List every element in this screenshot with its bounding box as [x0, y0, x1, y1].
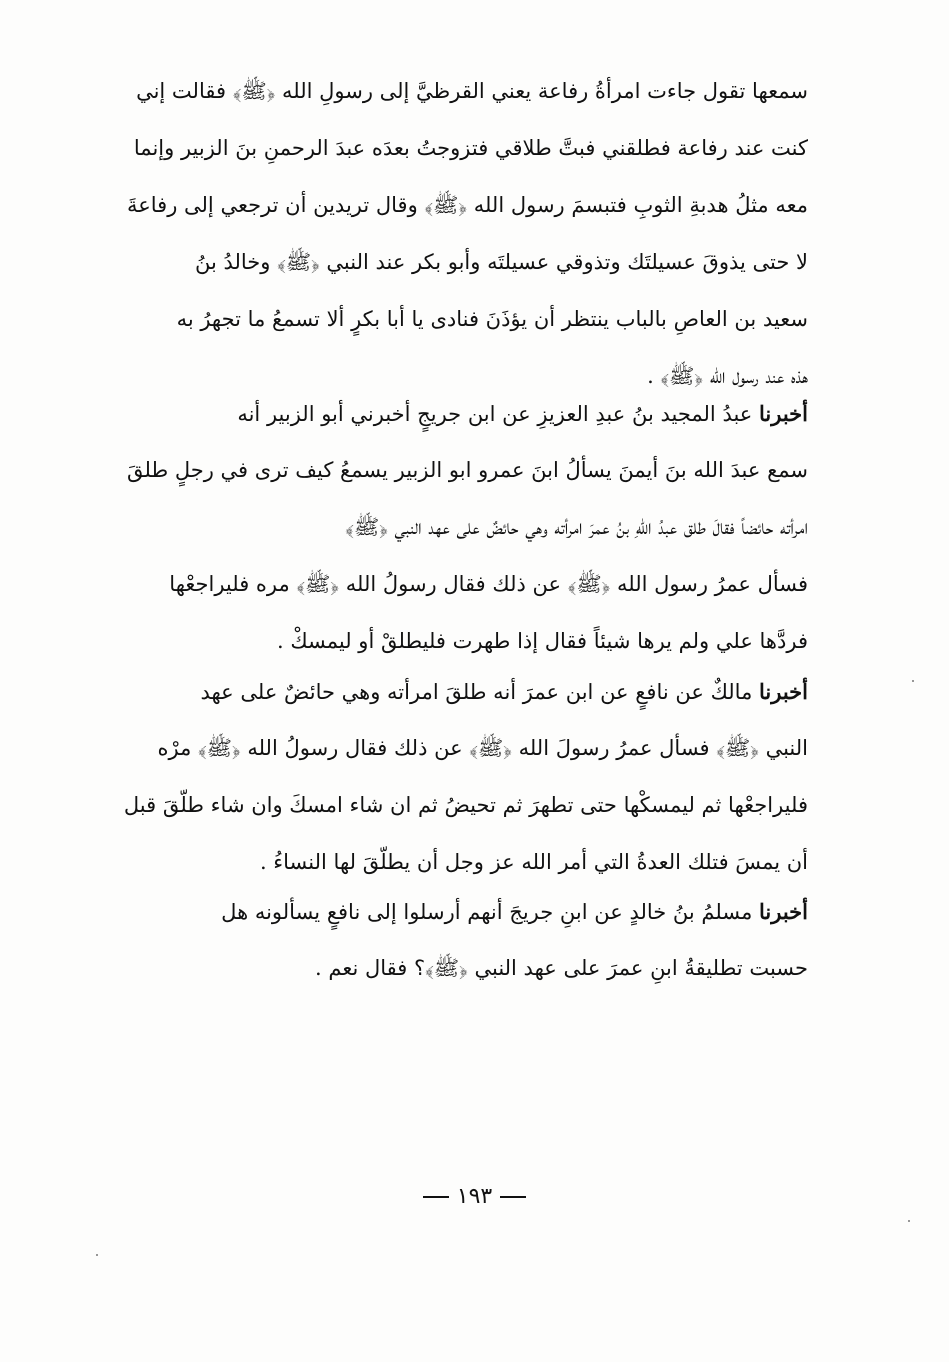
- text-line: امرأته حائضاً فقالَ طلق عبدُ اللهِ بنُ عمرَ امرأته وهي حائضٌ على عهد النبي ﴿ﷺ﴾: [345, 515, 808, 539]
- text-line: [118, 385, 808, 442]
- text-line: فسأل عمرُ رسول الله ﴿ﷺ﴾ عن ذلك فقال رسولُ الله ﴿ﷺ﴾ مره فليراجعْها: [169, 572, 808, 596]
- text-line: هذه عند رسول الله ﴿ﷺ﴾ .: [647, 364, 808, 388]
- text-line: فليراجعْها ثم ليمسكْها حتى تطهرَ ثم تحيضُ ثم ان شاء امسكَ وان شاء طلّقَ قبل: [123, 793, 808, 817]
- text-line: كنت عند رفاعة فطلقني فبتَّ طلاقي فتزوجتُ بعدَه عبدَ الرحمنِ بنَ الزبير وإنما: [133, 136, 808, 160]
- text-line: فردَّها علي ولم يرها شيئاً فقال إذا طهرت فليطلقْ أو ليمسكْ .: [276, 629, 808, 653]
- paragraph-lead: أخبرنا: [759, 899, 808, 924]
- text-line: أن يمسَ فتلك العدةُ التي أمر الله عز وجل أن يطلّقَ لها النساءُ .: [259, 850, 808, 874]
- dash-left: [500, 1196, 526, 1198]
- text-line: النبي ﴿ﷺ﴾ فسأل عمرُ رسولَ الله ﴿ﷺ﴾ عن ذلك فقال رسولُ الله ﴿ﷺ﴾ مرْه: [157, 736, 808, 760]
- paragraph-1: [118, 63, 808, 405]
- page-number: [0, 1184, 949, 1209]
- paragraph-3: [118, 663, 808, 891]
- scan-speck: [96, 1254, 98, 1256]
- page-number-text: ١٩٣: [456, 1184, 493, 1209]
- paragraph-lead: أخبرنا: [759, 401, 808, 426]
- dash-right: [423, 1196, 449, 1198]
- scan-speck: [908, 1220, 910, 1222]
- text-line: حسبت تطليقةُ ابنِ عمرَ على عهد النبي ﴿ﷺ﴾؟ فقال نعم .: [315, 956, 808, 980]
- text-line: [118, 663, 808, 720]
- text-line: لا حتى يذوقَ عسيلتَك وتذوقي عسيلتَه وأبو بكر عند النبي ﴿ﷺ﴾ وخالدُ بنُ: [194, 250, 808, 274]
- text-line: سمع عبدَ الله بنَ أيمنَ يسألُ ابنَ عمرو ابو الزبير يسمعُ كيف ترى في رجلٍ طلقَ: [126, 458, 808, 482]
- text-line: معه مثلُ هدبةِ الثوبِ فتبسمَ رسول الله ﴿ﷺ﴾ وقال تريدين أن ترجعي إلى رفاعةَ: [126, 193, 808, 217]
- text-span: مالكٌ عن نافعٍ عن ابن عمرَ أنه طلقَ امرأته وهي حائضٌ على عهد: [200, 680, 760, 704]
- text-line: سعيد بن العاصِ بالباب ينتظر أن يؤذَنَ فنادى يا أبا بكرٍ ألا تسمعُ ما تجهرُ به: [176, 307, 808, 331]
- scan-speck: [912, 680, 914, 682]
- text-span: عبدُ المجيد بنُ عبدِ العزيزِ عن ابن جريجٍ أخبرني أبو الزبير أنه: [237, 402, 760, 426]
- text-line: سمعها تقول جاءت امرأةُ رفاعة يعني القرظيَّ إلى رسولِ الله ﴿ﷺ﴾ فقالت إني: [136, 79, 808, 103]
- paragraph-lead: أخبرنا: [759, 679, 808, 704]
- text-span: مسلمُ بنُ خالدٍ عن ابنِ جريجَ أنهم أرسلوا إلى نافعٍ يسألونه هل: [221, 900, 760, 924]
- paragraph-2: [118, 385, 808, 670]
- paragraph-4: [118, 883, 808, 997]
- text-line: [118, 883, 808, 940]
